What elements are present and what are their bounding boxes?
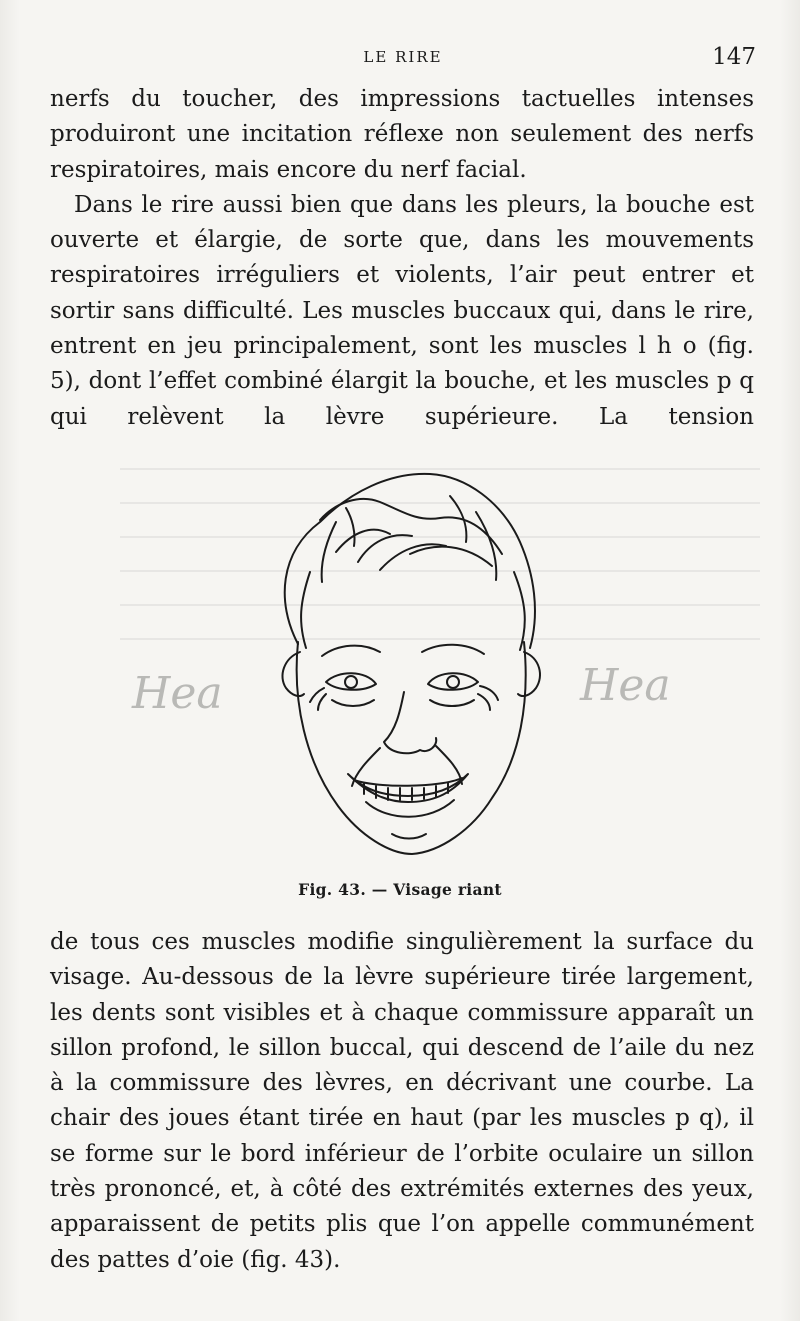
- page-number: 147: [712, 44, 756, 70]
- pencil-annotation-left: Hea: [132, 668, 223, 719]
- face-outline: [297, 642, 526, 854]
- ear-left: [282, 652, 304, 696]
- paragraph: de tous ces muscles modifie singulièrement la surface du visage. Au-dessous de la lèvre supérieure tirée largement, les dents sont visibles et à chaque commissure apparaît un sillon profond, le sillon buccal, qui descend de l’aile du nez à la commissure des lèvres, en décrivant une courbe. La chair des joues étant tirée en haut (par les muscles p q), il se forme sur le bord inférieur de l’orbite oculaire un sillon très prononcé, et, à côté des extrémités externes des yeux, apparaissent de petits plis que l’on appelle communément des pattes d’oie (fig. 43).: [50, 929, 754, 1273]
- page-header: [50, 44, 756, 74]
- paragraph: Dans le rire aussi bien que dans les pleurs, la bouche est ouverte et élargie, de sorte que, dans les mouvements respiratoires irréguliers et violents, l’air peut entrer et sortir sans difficulté. Les muscles buccaux qui, dans le rire, entrent en jeu principalement, sont les muscles l h o (fig. 5), dont l’effet combiné élargit la bouche, et les muscles p q qui relèvent la lèvre supérieure. La tension: [50, 191, 754, 430]
- body-text-bottom: [50, 925, 754, 1278]
- eyebrow-right: [422, 645, 484, 654]
- laughing-face-illustration: [240, 462, 560, 862]
- pencil-annotation-right: Hea: [580, 660, 671, 711]
- body-text-top: [50, 82, 754, 435]
- figure-caption: Fig. 43. — Visage riant: [298, 880, 502, 899]
- ear-right: [518, 652, 540, 696]
- eyebrow-left: [322, 646, 380, 656]
- running-head: LE RIRE: [363, 48, 443, 66]
- mouth: [348, 774, 468, 802]
- paragraph: nerfs du toucher, des impressions tactuelles intenses produiront une incitation réflexe non seulement des nerfs respiratoires, mais encore du nerf facial.: [50, 86, 754, 183]
- nose: [384, 692, 436, 753]
